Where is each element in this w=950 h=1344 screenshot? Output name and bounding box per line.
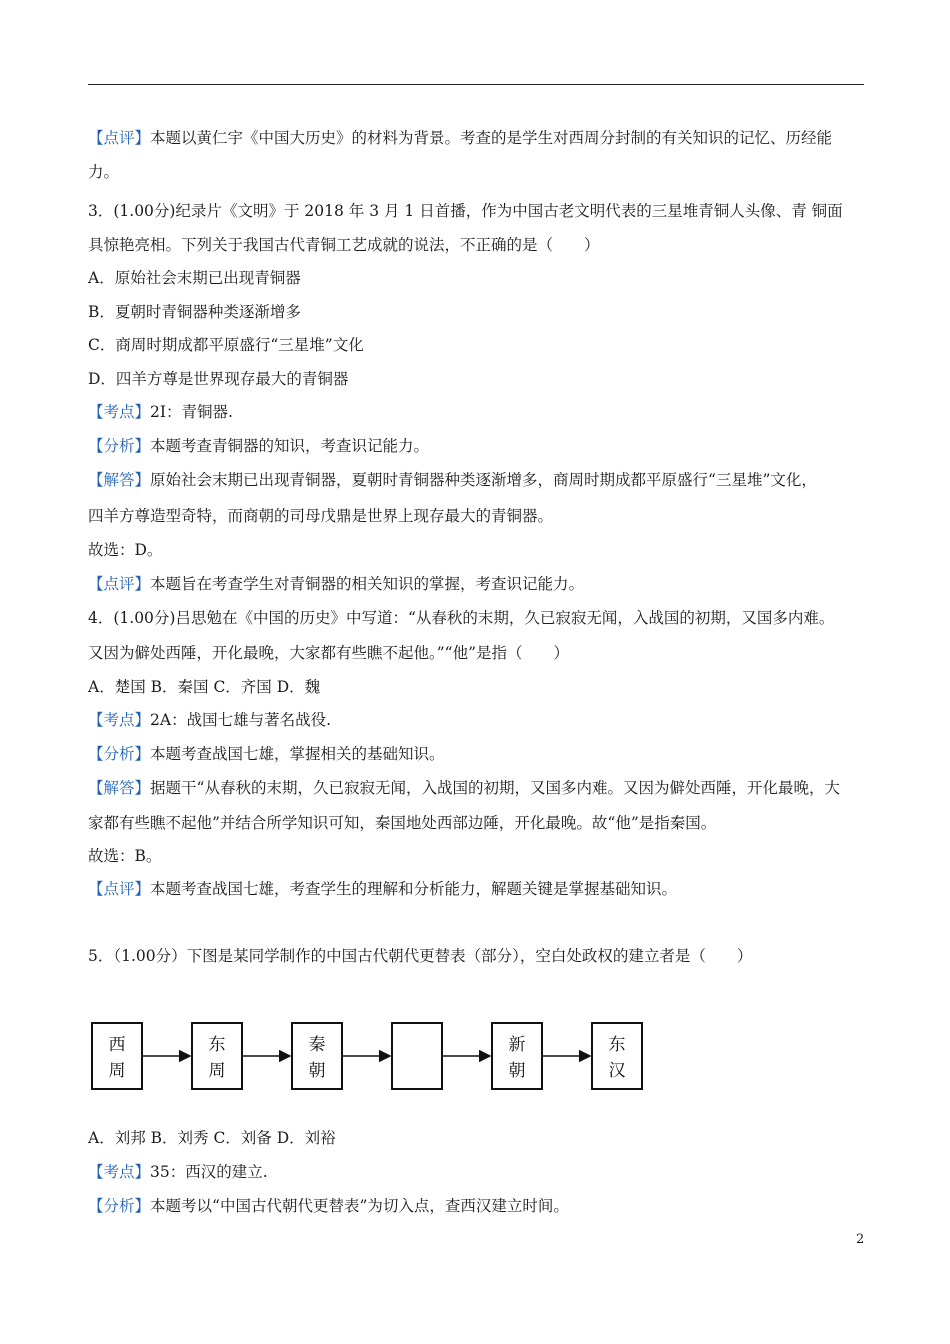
q3-option-a bbox=[88, 268, 301, 288]
q4-fenxi bbox=[88, 744, 445, 764]
question-3-line-1 bbox=[88, 201, 843, 221]
line-text: 35：西汉的建立. bbox=[150, 1163, 268, 1181]
section-tag: 【解答】 bbox=[88, 471, 151, 489]
dynasty-label-bottom: 周 bbox=[108, 1061, 126, 1081]
question-4-line-2 bbox=[88, 643, 569, 663]
dynasty-label-bottom: 汉 bbox=[608, 1061, 626, 1081]
dynasty-label-bottom: 朝 bbox=[308, 1061, 326, 1081]
review-line-1 bbox=[88, 128, 832, 148]
dynasty-label-bottom: 朝 bbox=[508, 1061, 526, 1081]
line-text: 力。 bbox=[88, 163, 120, 181]
review-line-2 bbox=[88, 162, 119, 182]
line-text: 又因为僻处西陲，开化最晚，大家都有些瞧不起他。”“他”是指（ ） bbox=[88, 644, 570, 662]
q3-answer bbox=[88, 540, 162, 560]
line-text: 5．（1.00分）下图是某同学制作的中国古代朝代更替表（部分），空白处政权的建立者是（ ） bbox=[88, 947, 753, 965]
q5-fenxi bbox=[88, 1196, 569, 1216]
line-text: 故选：D。 bbox=[88, 541, 163, 559]
dynasty-label-top: 西 bbox=[108, 1035, 126, 1055]
line-text: 本题旨在考查学生对青铜器的相关知识的掌握，考查识记能力。 bbox=[150, 575, 585, 593]
section-tag: 【考点】 bbox=[88, 1163, 151, 1181]
section-tag: 【分析】 bbox=[88, 437, 151, 455]
q3-option-c bbox=[88, 335, 364, 355]
line-text: 本题考查战国七雄，掌握相关的基础知识。 bbox=[150, 745, 445, 763]
line-text: 2A：战国七雄与著名战役. bbox=[150, 711, 331, 729]
question-5-line bbox=[88, 946, 752, 966]
line-text: 4．(1.00分)吕思勉在《中国的历史》中写道：“从春秋的末期，久已寂寂无闻，入战国的初期，又国多内难。 bbox=[88, 609, 835, 627]
blank-dynasty-box bbox=[392, 1023, 442, 1089]
line-text: 本题考以“中国古代朝代更替表”为切入点，查西汉建立时间。 bbox=[150, 1197, 569, 1215]
line-text: 家都有些瞧不起他”并结合所学知识可知，秦国地处西部边陲，开化最晚。故“他”是指秦国。 bbox=[88, 814, 717, 832]
q3-jieda-line-2 bbox=[88, 506, 553, 526]
line-text: 具惊艳亮相。下列关于我国古代青铜工艺成就的说法，不正确的是（ ） bbox=[88, 236, 600, 254]
line-text: A．楚国 B．秦国 C．齐国 D．魏 bbox=[88, 678, 321, 696]
question-3-line-2 bbox=[88, 235, 600, 255]
q4-options bbox=[88, 677, 320, 697]
line-text: 本题考查青铜器的知识，考查识记能力。 bbox=[150, 437, 430, 455]
line-text: A．原始社会末期已出现青铜器 bbox=[88, 269, 301, 287]
q3-jieda-line-1 bbox=[88, 470, 817, 490]
dynasty-label-top: 新 bbox=[508, 1035, 526, 1055]
q3-review bbox=[88, 574, 584, 594]
line-text: 原始社会末期已出现青铜器，夏朝时青铜器种类逐渐增多，商周时期成都平原盛行“三星堆”文化， bbox=[150, 471, 817, 489]
q5-kaodian bbox=[88, 1162, 268, 1182]
line-text: 故选：B。 bbox=[88, 847, 162, 865]
q5-options bbox=[88, 1128, 336, 1148]
section-tag: 【考点】 bbox=[88, 403, 151, 421]
line-text: 据题干“从春秋的末期，久已寂寂无闻，入战国的初期，又国多内难。又因为僻处西陲，开化最晚，大 bbox=[150, 779, 840, 797]
line-text: B．夏朝时青铜器种类逐渐增多 bbox=[88, 303, 301, 321]
section-tag: 【分析】 bbox=[88, 745, 151, 763]
section-tag: 【点评】 bbox=[88, 880, 151, 898]
q4-kaodian bbox=[88, 710, 331, 730]
q4-review bbox=[88, 879, 677, 899]
dynasty-label-bottom: 周 bbox=[208, 1061, 226, 1081]
line-text: A．刘邦 B．刘秀 C．刘备 D．刘裕 bbox=[88, 1129, 336, 1147]
line-text: 本题考查战国七雄，考查学生的理解和分析能力，解题关键是掌握基础知识。 bbox=[150, 880, 678, 898]
dynasty-label-top: 东 bbox=[208, 1035, 226, 1055]
section-tag: 【解答】 bbox=[88, 779, 151, 797]
line-text: C．商周时期成都平原盛行“三星堆”文化 bbox=[88, 336, 364, 354]
section-tag: 【考点】 bbox=[88, 711, 151, 729]
line-text: 本题以黄仁宇《中国大历史》的材料为背景。考查的是学生对西周分封制的有关知识的记忆、历经能 bbox=[150, 129, 833, 147]
section-tag: 【分析】 bbox=[88, 1197, 151, 1215]
q3-option-d bbox=[88, 369, 348, 389]
line-text: 四羊方尊造型奇特，而商朝的司母戊鼎是世界上现存最大的青铜器。 bbox=[88, 507, 554, 525]
section-tag: 【点评】 bbox=[88, 575, 151, 593]
q4-answer bbox=[88, 846, 161, 866]
q4-jieda-line-2 bbox=[88, 813, 716, 833]
header-rule bbox=[88, 84, 864, 85]
line-text: 2I：青铜器. bbox=[150, 403, 233, 421]
question-4-line-1 bbox=[88, 608, 834, 628]
dynasty-label-top: 秦 bbox=[308, 1035, 326, 1055]
section-tag: 【点评】 bbox=[88, 129, 151, 147]
q3-kaodian bbox=[88, 402, 233, 422]
q3-option-b bbox=[88, 302, 301, 322]
dynasty-label-top: 东 bbox=[608, 1035, 626, 1055]
q4-jieda-line-1 bbox=[88, 778, 840, 798]
line-text: 3．(1.00分)纪录片《文明》于 2018 年 3 月 1 日首播，作为中国古老文明代表的三星堆青铜人头像、青 铜面 bbox=[88, 202, 843, 220]
dynasty-sequence-diagram bbox=[90, 1020, 650, 1092]
line-text: D．四羊方尊是世界现存最大的青铜器 bbox=[88, 370, 349, 388]
page-number: 2 bbox=[856, 1232, 865, 1247]
q3-fenxi bbox=[88, 436, 429, 456]
